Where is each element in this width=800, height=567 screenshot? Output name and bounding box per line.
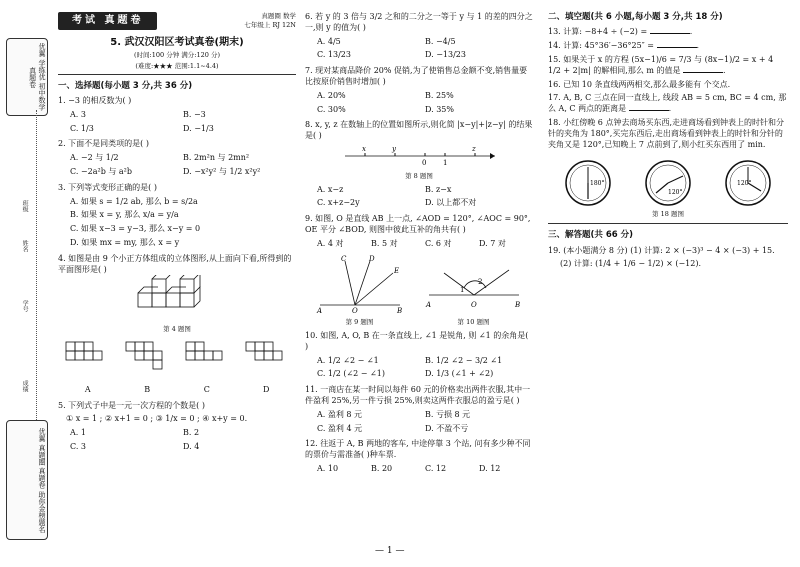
option-d: D. −1/3 [183, 123, 214, 133]
clock-angle-label: 180° [590, 180, 605, 188]
question-14: 14. 计算: 45°36′−36°25″ = . [548, 41, 700, 51]
option-c: C. −2a²b 与 a²b [70, 167, 132, 177]
column-1 [58, 12, 296, 458]
option-b: B. 20 [371, 464, 393, 474]
question-10 [305, 331, 533, 380]
sidebar [0, 0, 55, 567]
column-3 [548, 12, 788, 273]
option-b: B. −4/5 [425, 36, 456, 46]
angle-2-label: 2 [477, 277, 482, 286]
column-2 [305, 12, 533, 480]
option-a: A. 10 [317, 464, 339, 474]
option-a: A. 4 对 [317, 238, 344, 248]
option-c: C. 1/2 (∠2 − ∠1) [317, 369, 385, 379]
figure-caption: 第 9 题图 [345, 318, 374, 327]
question-stem: 14. 计算: 45°36′−36°25″ = [548, 41, 654, 51]
field-score-label: 成绩 [21, 380, 29, 392]
option-a: A. 3 [70, 109, 86, 119]
label-o: O [351, 306, 358, 313]
question-19-part1: 19. (本小题满分 8 分) (1) 计算: 2 × (−3)³ − 4 × (−3) + 15. [548, 245, 775, 255]
sidebar-badge-top: 优翼 学练优 初中数学真题卷 [6, 38, 48, 116]
option-a: A. −2 与 1/2 [70, 153, 119, 163]
option-d: D. 不盈不亏 [425, 423, 469, 433]
option-b: B. 如果 x = y, 那么 x/a = y/a [70, 210, 179, 220]
question-17: 17. A, B, C 三点在同一直线上, 线段 AB = 5 cm, BC = 4 cm, 那么 A, C 两点的距离是 . [548, 93, 787, 114]
option-c: C. 6 对 [425, 238, 452, 248]
option-a: A. 20% [317, 90, 346, 100]
question-stem: 7. 现对某商品降价 20% 促销,为了使销售总金额不变,销售量要比按原价销售时增加( ) [305, 66, 528, 86]
question-stem: 9. 如图, O 是直线 AB 上一点, ∠AOD = 120°, ∠AOC = 90°, OE 平分 ∠BOD, 则图中彼此互补的角共有( ) [305, 214, 531, 234]
divider [548, 223, 788, 224]
option-d: D. −13/23 [425, 50, 466, 60]
question-13: 13. 计算: −8+4 ÷ (−2) = . [548, 27, 693, 37]
option-b: B. −3 [183, 109, 206, 119]
option-b: B. 5 对 [371, 238, 398, 248]
question-9 [305, 214, 533, 249]
option-d: D. 以上都不对 [425, 198, 477, 208]
figure-caption: 第 4 题图 [163, 325, 191, 334]
angle-1-label: 1 [459, 285, 464, 294]
question-stem: 11. 一商店在某一时间以每件 60 元的价格卖出两件衣服,其中一件盈利 25%,另一件亏损 25%,则卖这两件衣服总的盈亏是( ) [305, 385, 531, 406]
question-7 [305, 66, 533, 115]
question-stem: 12. 往返于 A, B 两地的客车, 中途停靠 3 个站, 问有多少种不同的票价与需准备( )种车票. [305, 439, 531, 460]
field-id-label: 学号 [21, 300, 29, 312]
question-stem: 5. 下列式子中是一元一次方程的个数是( ) [58, 400, 205, 410]
divider [58, 74, 296, 75]
option-d: D. 7 对 [479, 238, 506, 248]
question-stem: 6. 若 y 的 3 倍与 3/2 之和的二分之一等于 y 与 1 的差的四分之一,则 y 的值为( ) [305, 12, 533, 32]
clock-icon [563, 158, 613, 208]
label-e: E [393, 266, 399, 275]
axis-label-y: y [392, 144, 396, 153]
question-15: 15. 如果关于 x 的方程 (5x−1)/6 = 7/3 与 (8x−1)/2 = x + 4 1/2 + 2|m| 的解相同,那么 m 的值是 . [548, 55, 774, 75]
option-d: D. 35% [425, 104, 454, 114]
option-b: B. 2 [183, 428, 200, 438]
field-class-label: 班级 [21, 200, 29, 212]
binding-dotted-line [36, 110, 37, 440]
number-line-figure [305, 142, 533, 166]
question-5 [58, 401, 296, 453]
paper-meta-difficulty: (难度:★★★ 范围:1.1~4.4) [135, 61, 219, 70]
paper-meta-time: (时间:100 分钟 满分:120 分) [134, 51, 220, 60]
question-3 [58, 183, 296, 249]
question-stem: 2. 下面不是同类项的是( ) [58, 139, 149, 149]
figures-9-10 [305, 255, 533, 332]
question-stem: 13. 计算: −8+4 ÷ (−2) = [548, 27, 648, 37]
section-1-title: 一、选择题(每小题 3 分,共 36 分) [58, 80, 193, 91]
question-stem: 8. x, y, z 在数轴上的位置如图所示,则化简 |x−y|+|z−y| 的结果是( ) [305, 120, 533, 141]
question-16: 16. 已知 10 条直线两两相交,那么最多能有 个交点. [548, 79, 731, 89]
question-stem: 17. A, B, C 三点在同一直线上, 线段 AB = 5 cm, BC = 4 cm, 那么 A, C 两点的距离是 [548, 93, 787, 114]
header-right-sub: 七年级上 RJ 12N [244, 20, 296, 29]
option-a: A [84, 384, 91, 394]
clock-angle-label: 120° [668, 189, 683, 197]
axis-label-z: z [472, 144, 476, 153]
label-d: D [368, 254, 375, 263]
clock-icon [723, 158, 773, 208]
clock-figures [548, 158, 788, 208]
axis-label-1: 1 [443, 158, 448, 166]
page-number: — 1 — [375, 546, 405, 556]
option-a: A. x−z [317, 184, 344, 194]
paper-title: 5. 武汉汉阳区考试真卷(期末) [110, 36, 244, 48]
question-1 [58, 96, 296, 134]
option-c: C. 盈利 4 元 [317, 423, 363, 433]
logo-title: 考试 真题卷 [58, 12, 157, 30]
option-b: B [144, 384, 151, 394]
angle-figure-9 [315, 255, 405, 313]
axis-label-0: 0 [422, 158, 427, 166]
figure-caption: 第 8 题图 [405, 171, 433, 180]
answer-blank [650, 33, 690, 34]
label-b: B [396, 306, 402, 313]
answer-blank [683, 72, 723, 73]
option-d: D. 如果 mx = my, 那么 x = y [70, 238, 180, 247]
question-stem: 3. 下列等式变形正确的是( ) [58, 182, 157, 192]
option-a: A. 4/5 [317, 36, 341, 46]
option-d: D. 4 [183, 441, 200, 451]
header-right-text: 真题圈 数学 [261, 12, 296, 20]
label-c: C [340, 254, 346, 263]
cube-figure [58, 275, 296, 319]
question-11 [305, 385, 533, 434]
option-c: C. 如果 x−3 = y−3, 那么 x−y = 0 [70, 224, 201, 234]
label-a: A [425, 300, 431, 309]
option-b: B. z−x [425, 184, 452, 194]
sidebar-badge-bottom: 优翼 真题圈 真题卷 助你金榜题名 [6, 420, 48, 540]
label-b: B [514, 300, 520, 309]
question-stem: 1. −3 的相反数为( ) [58, 96, 132, 106]
question-stem: 15. 如果关于 x 的方程 (5x−1)/6 = 7/3 与 (8x−1)/2 = x + 4 1/2 + 2|m| 的解相同,那么 m 的值是 [548, 55, 774, 75]
option-c: C. 12 [425, 464, 447, 474]
option-b: B. 亏损 8 元 [425, 409, 471, 419]
option-b: B. 1/2 ∠2 − 3/2 ∠1 [425, 355, 503, 365]
option-b: B. 2m²n 与 2mn² [183, 153, 250, 163]
option-d: D. 12 [479, 464, 501, 474]
option-c: C. 30% [317, 104, 346, 114]
label-o: O [470, 300, 477, 309]
option-b: B. 25% [425, 90, 454, 100]
figure-caption: 第 10 题图 [457, 318, 490, 327]
question-4 [58, 254, 296, 396]
question-2 [58, 139, 296, 177]
question-stem: 10. 如图, A, O, B 在一条直线上, ∠1 是锐角, 则 ∠1 的余角是( ) [305, 331, 529, 351]
section-2-title: 二、填空题(共 6 小题,每小题 3 分,共 18 分) [548, 12, 723, 22]
axis-label-x: x [362, 144, 366, 153]
figure-caption: 第 18 题图 [652, 210, 684, 219]
field-name-label: 姓名 [21, 240, 29, 252]
option-c: C. 13/23 [317, 50, 351, 60]
option-a: A. 1/2 ∠2 − ∠1 [317, 355, 379, 365]
question-6 [305, 12, 533, 61]
option-a: A. 盈利 8 元 [317, 409, 363, 419]
question-8 [305, 120, 533, 209]
label-a: A [316, 306, 322, 313]
option-c: C [203, 384, 210, 394]
option-a: A. 如果 s = 1/2 ab, 那么 b = s/2a [70, 196, 198, 206]
question-12 [305, 439, 533, 474]
section-3-title: 三、解答题(共 66 分) [548, 230, 634, 241]
clock-angle-label: 120° [737, 180, 752, 188]
option-c: C. 3 [70, 441, 87, 451]
question-19-part2: (2) 计算: (1/4 + 1/6 − 1/2) × (−12). [560, 259, 702, 269]
option-d: D. −x²y² 与 1/2 x²y² [183, 167, 261, 177]
equation-list: ① x = 1 ; ② x+1 = 0 ; ③ 1/x = 0 ; ④ x+y = 0. [66, 414, 248, 424]
answer-blank [657, 47, 697, 48]
option-d: D [263, 384, 270, 394]
option-c: C. 1/3 [70, 123, 94, 133]
option-a: A. 1 [70, 428, 86, 438]
answer-blank [629, 110, 669, 111]
option-d: D. 1/3 (∠1 + ∠2) [425, 369, 494, 379]
clock-icon [643, 158, 693, 208]
option-c: C. x+z−2y [317, 198, 360, 208]
question-18: 18. 小红傍晚 6 点钟去商场买东西,走进商场看到钟表上的时针和分针的夹角为 180°,买完东西后,走出商场看到钟表上的时针和分针的夹角又是 120°,已知晚上 7 点前到了,则小红买东西用了 min. [548, 118, 784, 149]
answer-grids [58, 338, 296, 378]
question-stem: 4. 如图是由 9 个小正方体组成的立体图形,从上面向下看,所得到的平面图形是( ) [58, 253, 292, 274]
angle-figure-10 [424, 255, 524, 313]
